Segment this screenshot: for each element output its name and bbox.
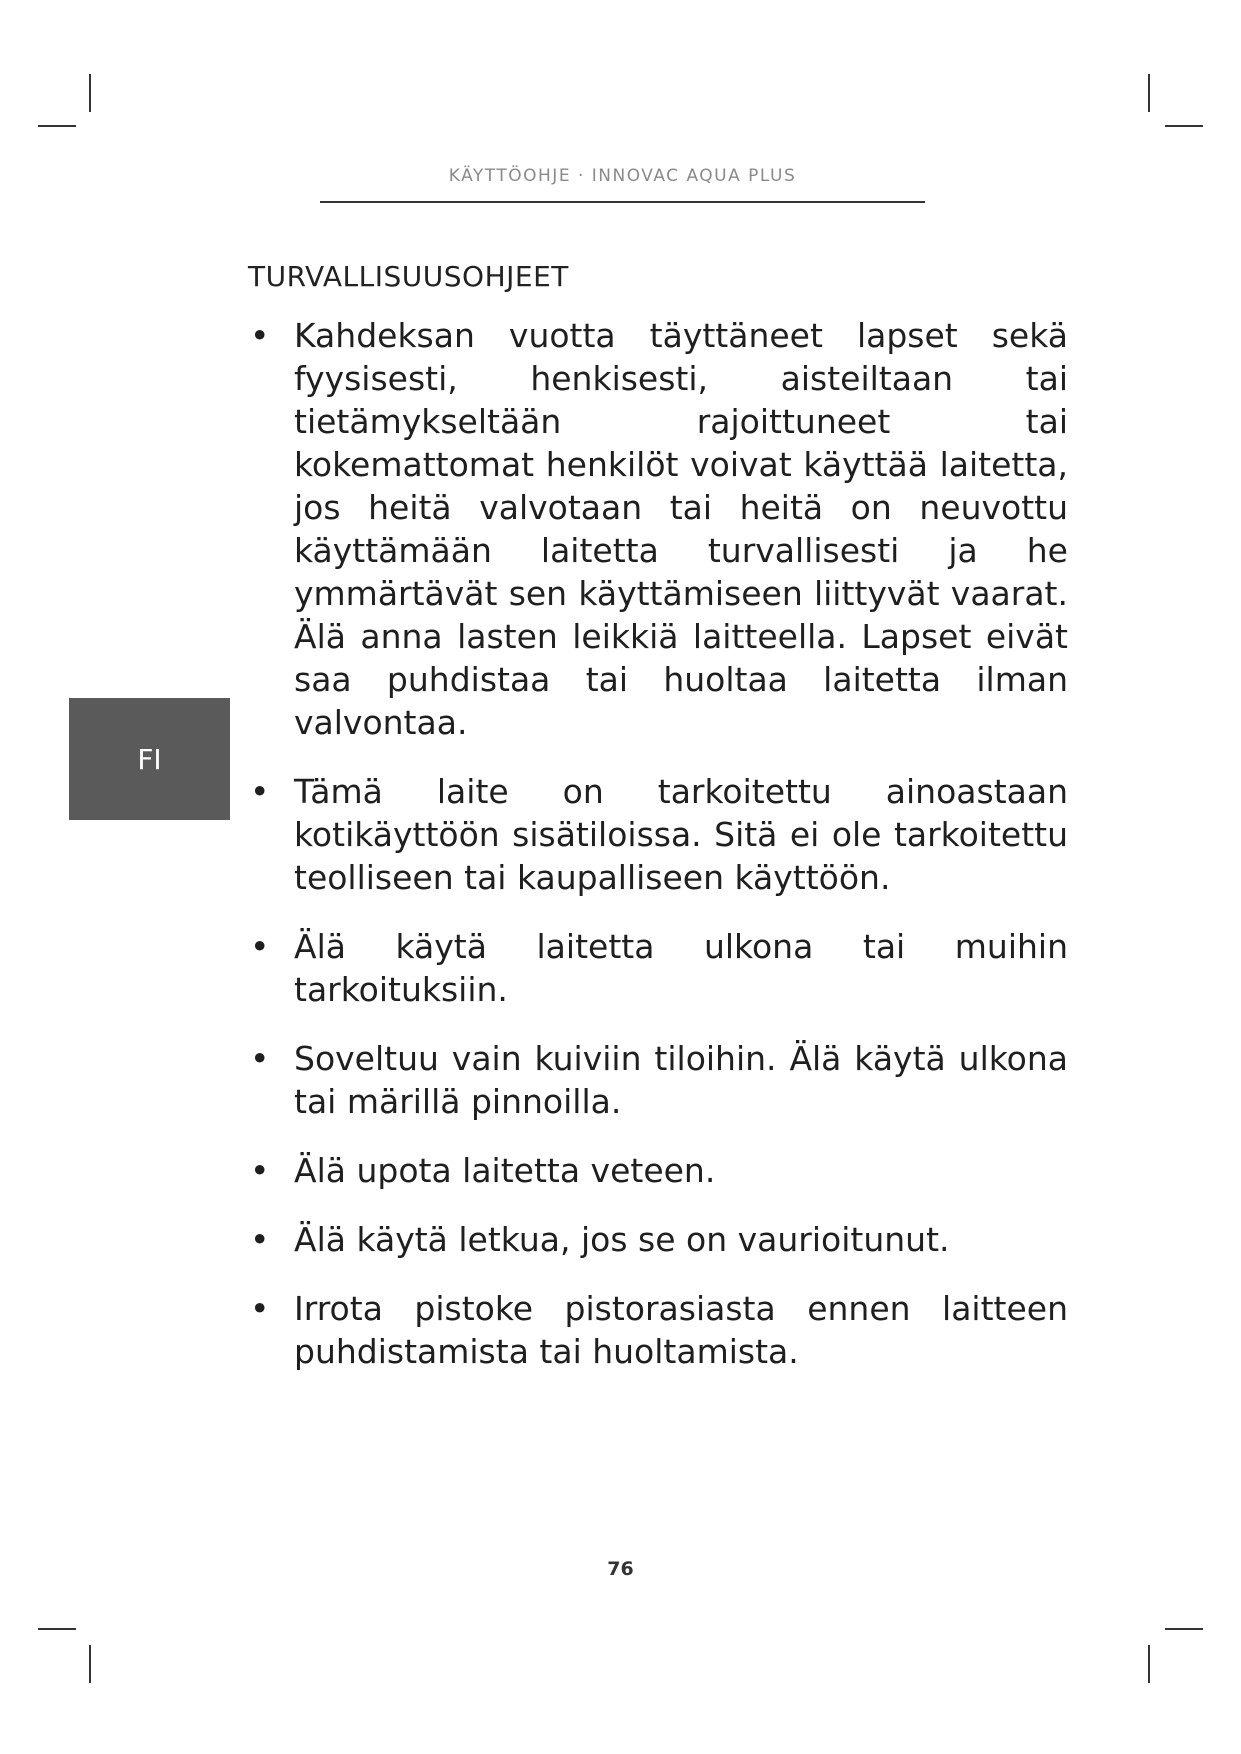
language-tab-label: FI — [137, 742, 162, 776]
list-item — [248, 1218, 1068, 1261]
bullet-icon: • — [250, 772, 270, 811]
bullet-icon: • — [250, 316, 270, 355]
bullet-icon: • — [250, 1220, 270, 1259]
crop-mark-top-left-horizontal — [38, 125, 76, 127]
list-item — [248, 925, 1068, 1011]
crop-mark-bottom-right-horizontal — [1165, 1628, 1203, 1630]
list-item — [248, 1287, 1068, 1373]
bullet-icon: • — [250, 927, 270, 966]
bullet-icon: • — [250, 1151, 270, 1190]
crop-mark-top-right-vertical — [1148, 74, 1150, 112]
language-tab — [69, 698, 230, 820]
list-item-text: Soveltuu vain kuiviin tiloihin. Älä käytä ulkona tai märillä pinnoilla. — [294, 1039, 1068, 1121]
crop-mark-top-left-vertical — [89, 74, 91, 112]
running-header: KÄYTTÖOHJE · INNOVAC AQUA PLUS — [448, 166, 797, 186]
bullet-icon: • — [250, 1039, 270, 1078]
list-item-text: Älä käytä laitetta ulkona tai muihin tarkoituksiin. — [294, 927, 1068, 1009]
section-title: TURVALLISUUSOHJEET — [248, 260, 569, 293]
list-item — [248, 1149, 1068, 1192]
list-item — [248, 1037, 1068, 1123]
list-item-text: Tämä laite on tarkoitettu ainoastaan kotikäyttöön sisätiloissa. Sitä ei ole tarkoitettu teolliseen tai kaupalliseen käyttöön. — [294, 772, 1068, 897]
bullet-icon: • — [250, 1289, 270, 1328]
crop-mark-top-right-horizontal — [1165, 125, 1203, 127]
list-item — [248, 770, 1068, 899]
crop-mark-bottom-right-vertical — [1148, 1645, 1150, 1683]
crop-mark-bottom-left-vertical — [89, 1645, 91, 1683]
list-item-text: Älä upota laitetta veteen. — [294, 1151, 716, 1190]
safety-instructions-list — [248, 314, 1068, 1399]
list-item-text: Älä käytä letkua, jos se on vaurioitunut. — [294, 1220, 950, 1259]
header-rule — [320, 201, 925, 203]
list-item-text: Kahdeksan vuotta täyttäneet lapset sekä fyysisesti, henkisesti, aisteiltaan tai tietämykseltään rajoittuneet tai kokemattomat henkilöt voivat käyttää laitetta, jos heitä valvotaan tai heitä on neuvottu käyttämään laitetta turvallisesti ja he ymmärtävät sen käyttämiseen liittyvät vaarat. Älä anna lasten leikkiä laitteella. Lapset eivät saa puhdistaa tai huoltaa laitetta ilman valvontaa. — [294, 316, 1068, 742]
list-item-text: Irrota pistoke pistorasiasta ennen laitteen puhdistamista tai huoltamista. — [294, 1289, 1068, 1371]
list-item — [248, 314, 1068, 744]
page-number: 76 — [607, 1558, 634, 1580]
crop-mark-bottom-left-horizontal — [38, 1628, 76, 1630]
